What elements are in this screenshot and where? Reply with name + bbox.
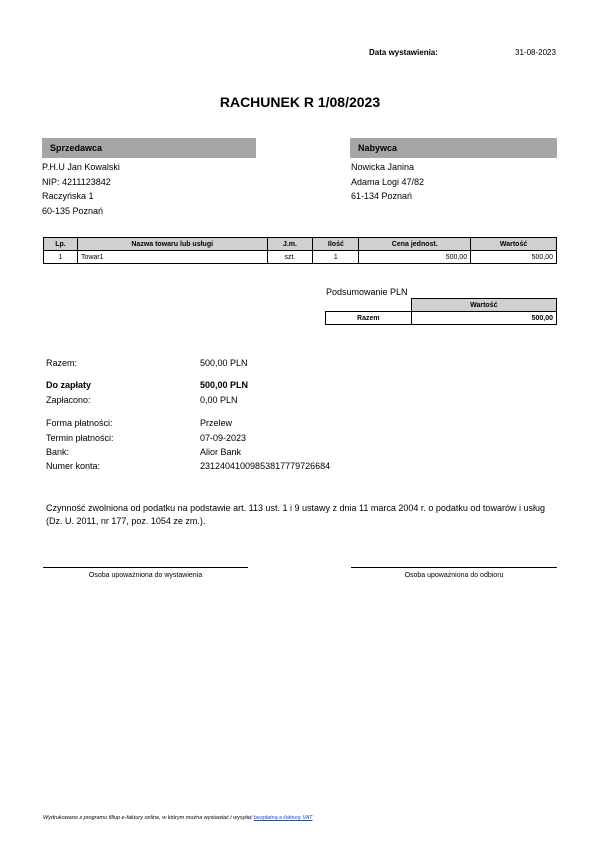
buyer-name: Nowicka Janina [351, 162, 415, 172]
receiver-signature-label: Osoba upoważniona do odbioru [404, 572, 504, 579]
payment-form-value: Przelew [200, 418, 233, 428]
table-row [44, 251, 557, 264]
seller-name: P.H.U Jan Kowalski [42, 162, 120, 172]
do-zaplaty-label: Do zapłaty [46, 380, 92, 390]
account-value: 23124041009853817779726684 [200, 461, 331, 471]
tax-exemption-note: Czynność zwolniona od podatku na podstawie art. 113 ust. 1 i 9 ustawy z dnia 11 marca 2004 r. o podatku od towarów i usług (Dz. U. 2011, nr 177, poz. 1054 ze zm.). [46, 503, 545, 526]
payment-term-label: Termin płatności: [46, 433, 114, 443]
summary-row-label: Razem [326, 312, 412, 325]
cell-unit-price: 500,00 [359, 251, 471, 264]
footer [43, 815, 313, 821]
col-name: Nazwa towaru lub usługi [77, 238, 267, 251]
buyer-details [351, 160, 424, 204]
cell-value: 500,00 [471, 251, 557, 264]
account-label: Numer konta: [46, 461, 101, 471]
summary-blank-cell [326, 299, 412, 312]
buyer-header: Nabywca [350, 138, 557, 158]
items-table-header [44, 238, 557, 251]
seller-city: 60-135 Poznań [42, 206, 104, 217]
col-lp: Lp. [44, 238, 78, 251]
seller-header: Sprzedawca [42, 138, 256, 158]
buyer-street: Adama Logi 47/82 [351, 176, 425, 187]
col-value: Wartość [471, 238, 557, 251]
footer-text: Wydrukowano z programu fillup e-faktury online, w którym można wystawiać i wysyłać [43, 815, 254, 821]
items-table [43, 237, 557, 264]
issue-date-label: Data wystawienia: [369, 48, 438, 57]
cell-quantity: 1 [313, 251, 359, 264]
document-title: RACHUNEK R 1/08/2023 [219, 94, 381, 110]
bank-value: Alior Bank [200, 447, 242, 457]
summary-row [326, 312, 557, 325]
summary-caption: Podsumowanie PLN [326, 287, 408, 297]
bank-label: Bank: [46, 447, 70, 457]
seller-details [42, 160, 120, 219]
cell-unit: szt. [267, 251, 313, 264]
summary-value-header: Wartość [411, 299, 556, 312]
summary-table [325, 298, 557, 325]
summary-row-value: 500,00 [411, 312, 556, 325]
do-zaplaty-value: 500,00 PLN [200, 380, 249, 390]
buyer-city: 61-134 Poznań [351, 191, 413, 202]
seller-nip: NIP: 4211123842 [42, 176, 111, 187]
cell-lp: 1 [44, 251, 78, 264]
footer-link[interactable]: bezpłatną e-fakturę VAT [253, 815, 313, 821]
zaplacono-label: Zapłacono: [46, 395, 91, 405]
cell-name: Towar1 [77, 251, 267, 264]
issuer-signature-label: Osoba upoważniona do wystawienia [88, 572, 203, 579]
receiver-signature-line [351, 567, 557, 568]
payment-term-value: 07-09-2023 [200, 433, 247, 443]
col-unit-price: Cena jednost. [359, 238, 471, 251]
issuer-signature-line [43, 567, 248, 568]
col-unit: J.m. [267, 238, 313, 251]
razem-label: Razem: [46, 358, 78, 368]
col-quantity: Ilość [313, 238, 359, 251]
razem-value: 500,00 PLN [200, 358, 248, 368]
payment-form-label: Forma płatności: [46, 418, 113, 428]
zaplacono-value: 0,00 PLN [200, 395, 238, 405]
issue-date-value: 31-08-2023 [515, 48, 556, 57]
seller-street: Raczyńska 1 [42, 191, 94, 202]
